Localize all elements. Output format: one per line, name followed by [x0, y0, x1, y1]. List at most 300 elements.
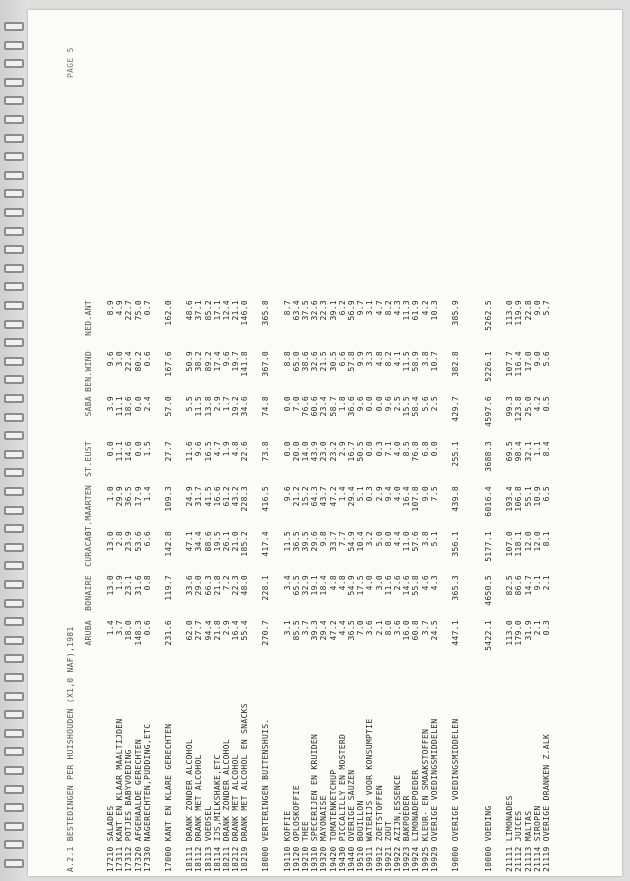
binding-ring — [4, 115, 24, 124]
row-label: 19921 ZOUT — [383, 820, 393, 872]
table-cell: 47.2 — [328, 486, 338, 507]
table-cell: 5.7 — [542, 300, 552, 316]
table-cell: 82.5 — [505, 575, 515, 596]
total-cell: 5226.1 — [484, 351, 494, 382]
table-cell: 0.0 — [282, 396, 292, 412]
table-cell: 1.1 — [532, 441, 542, 457]
table-cell: 23.0 — [319, 441, 329, 462]
binding-ring — [4, 599, 24, 608]
row-label: 19420 TOMATENKETCHUP — [328, 769, 338, 872]
table-cell: 47.2 — [328, 620, 338, 641]
column-header: BEN.WIND — [84, 351, 93, 392]
table-cell: 3.9 — [106, 396, 115, 412]
table-cell: 4.1 — [393, 351, 403, 367]
table-cell: 2.1 — [542, 575, 552, 591]
table-cell: 2.5 — [429, 396, 439, 412]
table-cell: 39.1 — [328, 300, 338, 321]
table-cell: 64.3 — [310, 486, 320, 507]
table-cell: 21.8 — [212, 620, 222, 641]
table-cell: 9.7 — [356, 300, 366, 316]
table-cell: 66.3 — [203, 575, 213, 596]
table-cell: 36.6 — [347, 396, 357, 417]
table-cell: 5.1 — [429, 531, 439, 547]
table-cell: 4.3 — [429, 575, 439, 591]
table-cell: 14.6 — [402, 575, 412, 596]
table-cell: 60.6 — [310, 396, 320, 417]
binding-ring — [4, 729, 24, 738]
table-cell: 29.4 — [347, 486, 357, 507]
row-label: 19210 THEE — [301, 820, 311, 872]
table-cell: 10.4 — [356, 531, 366, 552]
table-cell: 3.6 — [365, 620, 375, 636]
total-cell: 74.8 — [261, 396, 271, 417]
table-cell: 23.1 — [124, 575, 134, 596]
table-cell: 0.0 — [133, 396, 143, 412]
total-cell: 270.7 — [261, 620, 271, 646]
table-cell: 43.2 — [231, 486, 241, 507]
table-cell: 148.3 — [133, 620, 143, 646]
table-cell: 8.0 — [383, 531, 393, 547]
table-cell: 19.2 — [231, 396, 241, 417]
table-cell: 8.8 — [282, 351, 292, 367]
binding-ring — [4, 840, 24, 849]
table-cell: 0.0 — [365, 396, 375, 412]
table-cell: 39.5 — [301, 531, 311, 552]
table-cell: 36.5 — [291, 531, 301, 552]
binding-ring — [4, 171, 24, 180]
table-cell: 14.7 — [523, 575, 533, 596]
table-cell: 0.5 — [542, 396, 552, 412]
binding-ring — [4, 803, 24, 812]
row-label: 19310 SPECERIJEN EN KRUIDEN — [310, 733, 320, 872]
total-row-label: 17000 KANT EN KLARE GERECHTEN — [163, 723, 173, 872]
row-label: 18112 DRANK MET ALCOHOL — [194, 754, 204, 872]
total-row-label: 10000 VOEDING — [484, 805, 494, 872]
table-cell: 3.4 — [282, 575, 292, 591]
table-cell: 7.0 — [356, 620, 366, 636]
table-cell: 25.0 — [523, 396, 533, 417]
table-cell: 9.6 — [106, 351, 115, 367]
table-cell: 22.3 — [319, 300, 329, 321]
binding-ring — [4, 394, 24, 403]
table-cell: 18.4 — [319, 575, 329, 596]
table-cell: 1.4 — [106, 620, 115, 636]
row-label: 17330 NAGERECHTEN,PUDDING,ETC — [142, 723, 152, 872]
row-label: 19440 OVERIGE SAUZEN — [347, 769, 357, 872]
table-cell: 19.1 — [310, 575, 320, 596]
table-cell: 1.7 — [221, 396, 231, 412]
table-cell: 0.3 — [365, 486, 375, 502]
table-cell: 2.9 — [221, 620, 231, 636]
table-cell: 5.5 — [185, 396, 195, 412]
table-cell: 2.9 — [337, 441, 347, 457]
row-label: 19923 BAKPOEDER — [402, 795, 412, 872]
table-cell: 88.6 — [203, 531, 213, 552]
row-label: 18211 DRANK ZONDER ALCOHOL — [221, 738, 231, 872]
table-cell: 22.3 — [231, 575, 241, 596]
table-cell: 38.2 — [194, 351, 204, 372]
table-cell: 37.1 — [194, 300, 204, 321]
table-cell: 107.0 — [505, 531, 515, 557]
total-cell: 356.1 — [451, 531, 460, 557]
total-cell: 142.8 — [163, 531, 173, 557]
table-cell: 1.4 — [142, 486, 152, 502]
table-cell: 119.9 — [514, 300, 524, 326]
total-cell: 109.3 — [163, 486, 173, 512]
table-cell: 3.3 — [365, 351, 375, 367]
binding-ring — [4, 282, 24, 291]
table-cell: 9.9 — [356, 351, 366, 367]
row-label: 18111 DRANK ZONDER ALCOHOL — [185, 738, 195, 872]
table-cell: 116.4 — [514, 351, 524, 377]
table-cell: 4.8 — [337, 575, 347, 591]
table-cell: 85.5 — [291, 620, 301, 641]
table-cell: 11.5 — [282, 531, 292, 552]
table-cell: 76.6 — [301, 396, 311, 417]
table-cell: 3.7 — [301, 620, 311, 636]
table-cell: 76.8 — [411, 441, 421, 462]
table-cell: 16.4 — [231, 620, 241, 641]
table-cell: 4.9 — [115, 300, 125, 316]
table-cell: 8.9 — [106, 300, 115, 316]
table-cell: 193.4 — [505, 486, 515, 512]
table-cell: 0.3 — [542, 620, 552, 636]
total-cell: 231.6 — [163, 620, 173, 646]
table-cell: 113.0 — [505, 300, 515, 326]
table-cell: 13.8 — [203, 396, 213, 417]
table-cell: 5.0 — [374, 531, 384, 547]
table-cell: 85.2 — [203, 300, 213, 321]
table-cell: 10.3 — [429, 300, 439, 321]
table-cell: 7.0 — [291, 396, 301, 412]
table-cell: 47.1 — [185, 531, 195, 552]
table-cell: 4.7 — [212, 441, 222, 457]
row-label: 19925 KLEUR- EN SMAAKSTOFFEN — [420, 728, 430, 872]
table-cell: 50.9 — [185, 351, 195, 372]
table-cell: 0.7 — [142, 300, 152, 316]
table-cell: 16.0 — [402, 620, 412, 641]
table-cell: 9.0 — [532, 351, 542, 367]
table-cell: 6.6 — [337, 351, 347, 367]
binding-ring — [4, 413, 24, 422]
table-cell: 7.7 — [337, 531, 347, 547]
total-cell: 57.0 — [163, 396, 173, 417]
table-cell: 16.6 — [212, 486, 222, 507]
table-cell: 29.4 — [319, 620, 329, 641]
table-cell: 2.9 — [374, 486, 384, 502]
table-cell: 9.6 — [221, 351, 231, 367]
table-cell: 6.6 — [142, 531, 152, 547]
table-cell: 43.7 — [319, 486, 329, 507]
table-cell: 0.0 — [365, 441, 375, 457]
binding-ring — [4, 673, 24, 682]
table-cell: 2.5 — [393, 396, 403, 412]
total-row-label: 18000 VERTERINGEN BUITENSHUIS. — [261, 718, 271, 872]
table-cell: 4.8 — [328, 575, 338, 591]
table-cell: 39.3 — [310, 620, 320, 641]
table-cell: 1.0 — [106, 486, 115, 502]
table-cell: 48.0 — [240, 575, 250, 596]
table-cell: 61.2 — [221, 486, 231, 507]
table-cell: 0.0 — [429, 441, 439, 457]
table-cell: 32.6 — [310, 300, 320, 321]
table-cell: 55.4 — [240, 620, 250, 641]
binding-ring — [4, 431, 24, 440]
table-cell: 20.0 — [291, 441, 301, 462]
table-cell: 65.5 — [291, 575, 301, 596]
table-cell: 4.4 — [337, 620, 347, 636]
total-cell: 6016.4 — [484, 486, 494, 517]
total-cell: 439.8 — [451, 486, 460, 512]
table-cell: 69.5 — [505, 441, 515, 462]
table-cell: 55.8 — [411, 575, 421, 596]
total-cell: 5262.5 — [484, 300, 494, 331]
table-cell: 60.8 — [411, 620, 421, 641]
page-label: PAGE 5 — [66, 47, 75, 78]
table-cell: 10.7 — [429, 351, 439, 372]
table-cell: 13.0 — [106, 575, 115, 596]
total-cell: 5177.1 — [484, 531, 494, 562]
table-cell: 3.0 — [374, 575, 384, 591]
table-cell: 5.6 — [542, 351, 552, 367]
table-cell: 75.0 — [133, 300, 143, 321]
binding-ring — [4, 208, 24, 217]
table-cell: 26.1 — [221, 531, 231, 552]
row-label: 21113 MALTAS — [523, 810, 533, 872]
table-cell: 29.6 — [310, 531, 320, 552]
table-cell: 7.1 — [383, 441, 393, 457]
row-label: 19911 WATERIJS VOOR KONSUMPTIE — [365, 718, 375, 872]
table-cell: 58.4 — [411, 396, 421, 417]
binding-ring — [4, 692, 24, 701]
total-cell: 382.8 — [451, 351, 460, 377]
table-cell: 32.1 — [523, 441, 533, 462]
binding-ring — [4, 264, 24, 273]
row-label: 19922 AZIJN,ESSENCE — [393, 774, 403, 872]
table-cell: 4.8 — [231, 441, 241, 457]
table-cell: 38.6 — [301, 351, 311, 372]
table-cell: 2.9 — [212, 396, 222, 412]
table-cell: 18.0 — [124, 620, 134, 641]
table-cell: 11.6 — [383, 575, 393, 596]
table-cell: 19.5 — [212, 531, 222, 552]
total-cell: 429.7 — [451, 396, 460, 422]
binding-ring — [4, 561, 24, 570]
table-cell: 9.6 — [282, 486, 292, 502]
table-cell: 123.8 — [514, 396, 524, 422]
binding-ring — [4, 96, 24, 105]
table-cell: 3.6 — [393, 620, 403, 636]
table-cell: 58.7 — [328, 396, 338, 417]
table-cell: 0.0 — [282, 441, 292, 457]
binding-ring — [4, 636, 24, 645]
row-label: 17311 KANT EN KLAAR MAALTIJDEN — [115, 718, 125, 872]
table-cell: 36.5 — [347, 620, 357, 641]
table-cell: 41.5 — [203, 486, 213, 507]
table-cell: 8.0 — [383, 620, 393, 636]
binding-ring — [4, 320, 24, 329]
column-header: NED.ANT — [84, 300, 93, 336]
column-header: ST.EUST — [84, 441, 93, 477]
table-cell: 9.0 — [532, 300, 542, 316]
table-cell: 16.7 — [347, 441, 357, 462]
total-cell: 5422.1 — [484, 620, 494, 651]
rotated-report-table — [58, 28, 618, 878]
table-cell: 36.5 — [124, 486, 134, 507]
binding-ring — [4, 227, 24, 236]
column-header: ST.MAARTEN — [84, 484, 93, 536]
table-cell: 6.2 — [337, 300, 347, 316]
binding-ring — [4, 766, 24, 775]
table-cell: 2.1 — [374, 620, 384, 636]
table-cell: 9.6 — [356, 396, 366, 412]
total-cell: 255.1 — [451, 441, 460, 467]
table-cell: 8.5 — [402, 441, 412, 457]
binding-ring — [4, 543, 24, 552]
table-cell: 13.0 — [106, 531, 115, 552]
table-cell: 4.7 — [374, 300, 384, 316]
total-cell: 416.5 — [261, 486, 271, 512]
binding-ring — [4, 41, 24, 50]
table-cell: 4.3 — [393, 300, 403, 316]
table-cell: 0.6 — [142, 620, 152, 636]
table-cell: 0.8 — [142, 575, 152, 591]
binding-ring — [4, 78, 24, 87]
total-cell: 27.7 — [163, 441, 173, 462]
table-cell: 58.9 — [411, 351, 421, 372]
table-cell: 17.9 — [133, 486, 143, 507]
table-cell: 14.6 — [124, 441, 134, 462]
total-cell: 4597.6 — [484, 396, 494, 427]
table-cell: 4.0 — [393, 486, 403, 502]
table-cell: 106.8 — [514, 486, 524, 512]
table-cell: 21.0 — [231, 531, 241, 552]
table-cell: 31.9 — [523, 620, 533, 641]
table-cell: 17.5 — [356, 575, 366, 596]
table-cell: 4.2 — [532, 396, 542, 412]
table-cell: 57.8 — [347, 351, 357, 372]
total-cell: 167.6 — [163, 351, 173, 377]
table-cell: 12.4 — [221, 300, 231, 321]
table-cell: 0.0 — [133, 441, 143, 457]
table-cell: 22.6 — [240, 441, 250, 462]
table-cell: 9.4 — [383, 486, 393, 502]
table-cell: 5.1 — [356, 486, 366, 502]
row-label: 18219 DRANK MET ALCOHOL EN SNACKS — [240, 703, 250, 872]
paper-sheet — [28, 10, 622, 876]
table-cell: 63.4 — [291, 300, 301, 321]
table-cell: 34.6 — [240, 396, 250, 417]
table-cell: 56.9 — [347, 300, 357, 321]
table-cell: 4.4 — [393, 531, 403, 547]
binding-ring — [4, 134, 24, 143]
table-cell: 32.9 — [301, 575, 311, 596]
binding-ring — [4, 245, 24, 254]
table-cell: 11.5 — [402, 351, 412, 372]
table-cell: 22.4 — [124, 351, 134, 372]
table-cell: 11.1 — [115, 396, 125, 417]
table-cell: 5.6 — [420, 396, 430, 412]
table-cell: 23.2 — [328, 441, 338, 462]
total-cell: 365.8 — [261, 300, 271, 326]
binding-ring — [4, 468, 24, 477]
table-cell: 2.6 — [393, 575, 403, 591]
row-label: 18114 IJS,MILKSHAKE,ETC — [212, 754, 222, 872]
binding-ring — [4, 189, 24, 198]
column-header: ARUBA — [84, 620, 93, 646]
row-label: 21119 OVERIGE DRANKEN Z.ALK — [542, 733, 552, 872]
total-cell: 119.7 — [163, 575, 173, 601]
binding-ring — [4, 59, 24, 68]
table-cell: 33.6 — [185, 575, 195, 596]
table-cell: 94.4 — [203, 620, 213, 641]
table-cell: 0.0 — [374, 396, 384, 412]
table-cell: 31.7 — [194, 486, 204, 507]
table-cell: 99.3 — [505, 396, 515, 417]
binding-ring — [4, 357, 24, 366]
row-label: 19924 LIMONADEPOEDER — [411, 769, 421, 872]
table-cell: 54.9 — [347, 575, 357, 596]
binding-ring — [4, 152, 24, 161]
table-cell: 57.6 — [411, 531, 421, 552]
table-cell: 11.6 — [185, 441, 195, 462]
table-cell: 11.5 — [194, 396, 204, 417]
table-cell: 1.8 — [337, 396, 347, 412]
binding-ring — [4, 506, 24, 515]
row-label: 17320 AFGEHAALDE GERECHTEN — [133, 738, 143, 872]
table-cell: 37.5 — [301, 300, 311, 321]
table-cell: 185.2 — [240, 531, 250, 557]
table-cell: 3.8 — [420, 351, 430, 367]
table-cell: 4.0 — [365, 575, 375, 591]
table-cell: 3.7 — [420, 620, 430, 636]
total-cell: 228.1 — [261, 575, 271, 601]
table-cell: 21.8 — [212, 575, 222, 596]
total-cell: 3688.3 — [484, 441, 494, 472]
total-cell: 385.9 — [451, 300, 460, 326]
row-label: 21112 JUICES — [514, 810, 524, 872]
total-cell: 162.0 — [163, 300, 173, 326]
spiral-binding — [0, 0, 30, 881]
table-cell: 29.9 — [115, 486, 125, 507]
table-cell: 89.2 — [203, 351, 213, 372]
table-cell: 15.5 — [402, 396, 412, 417]
table-cell: 11.1 — [115, 441, 125, 462]
table-cell: 9.6 — [194, 441, 204, 457]
row-label: 18113 VOEDSEL — [203, 805, 213, 872]
binding-ring — [4, 450, 24, 459]
table-cell: 80.2 — [133, 351, 143, 372]
table-cell: 10.9 — [532, 486, 542, 507]
table-cell: 9.8 — [319, 531, 329, 547]
table-cell: 11.0 — [402, 531, 412, 552]
table-cell: 146.0 — [240, 300, 250, 326]
row-label: 18212 DRANK MET ALCOHOL — [231, 754, 241, 872]
table-cell: 24.9 — [185, 486, 195, 507]
table-cell: 0.3 — [374, 441, 384, 457]
table-cell: 55.1 — [523, 486, 533, 507]
table-cell: 12.0 — [523, 531, 533, 552]
table-cell: 1.9 — [221, 441, 231, 457]
table-cell: 1.4 — [337, 486, 347, 502]
table-cell: 15.2 — [301, 486, 311, 507]
row-label: 19320 MAYONAISE — [319, 795, 329, 872]
table-cell: 8.7 — [282, 300, 292, 316]
table-cell: 21.1 — [231, 300, 241, 321]
table-cell: 2.4 — [142, 396, 152, 412]
table-cell: 21.5 — [319, 351, 329, 372]
binding-ring — [4, 338, 24, 347]
